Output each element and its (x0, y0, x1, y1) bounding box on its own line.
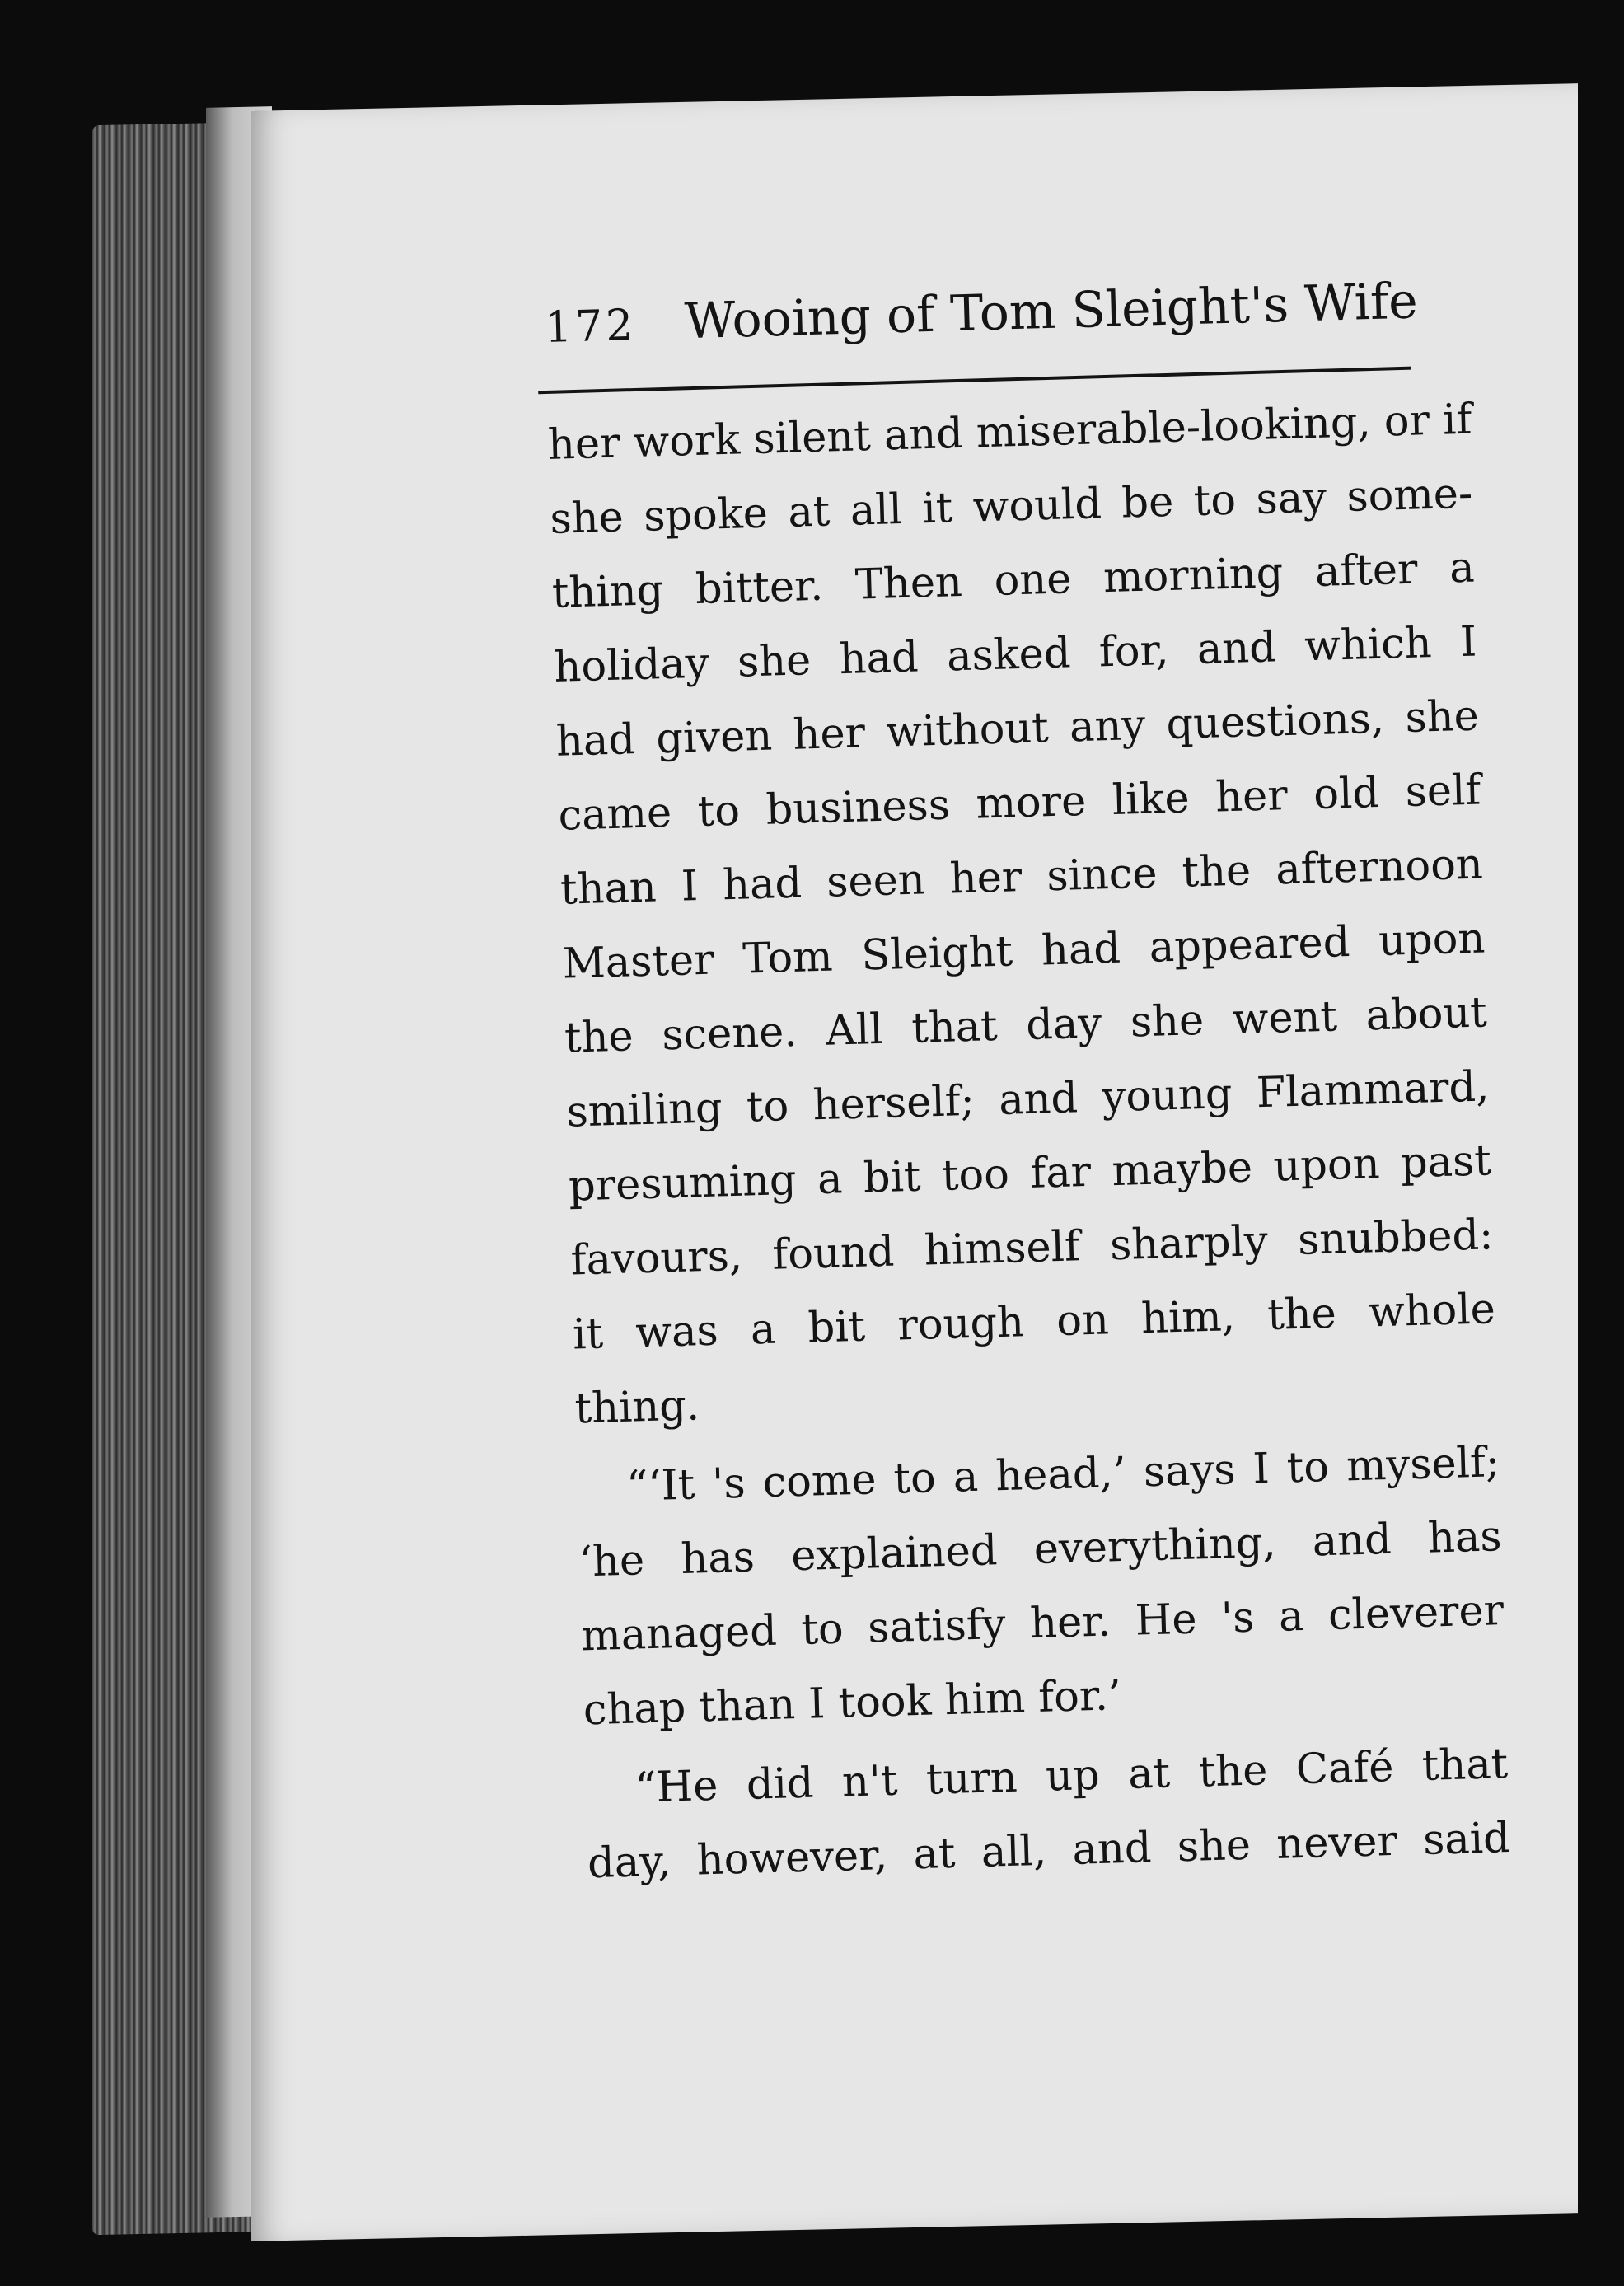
text-line: chap than I took him for.’ (583, 1671, 1122, 1736)
text-line: Master Tom Sleight had appeared upon (561, 914, 1486, 989)
text-line: “He did n't turn up at the Café that (634, 1740, 1509, 1813)
running-title: Wooing of Tom Sleight's Wife (683, 272, 1419, 351)
text-line: it was a bit rough on him, the whole (572, 1285, 1496, 1360)
text-line: day, however, at all, and she never said (587, 1813, 1511, 1889)
page-text-block (544, 271, 1511, 1902)
text-line: smiling to herself; and young Flammard, (565, 1062, 1491, 1137)
text-line: holiday she had asked for, and which I (553, 617, 1477, 692)
text-line: came to business more like her old self (557, 766, 1481, 841)
page-number: 172 (544, 300, 638, 353)
text-line: the scene. All that day she went about (564, 988, 1488, 1063)
text-line: thing bitter. Then one morning after a (551, 543, 1476, 618)
text-line: presuming a bit too far maybe upon past (568, 1136, 1492, 1211)
paragraph (547, 383, 1499, 1447)
text-line: thing. (573, 1381, 700, 1434)
paragraph (576, 1426, 1507, 1748)
text-line: her work silent and miserable-looking, or if (547, 395, 1473, 470)
text-line: favours, found himself sharply snubbed: (569, 1211, 1495, 1286)
paragraph (584, 1727, 1511, 1901)
text-line: “‘It 's come to a head,’ says I to myself; (625, 1438, 1500, 1511)
text-line: ‘he has explained everything, and has (578, 1512, 1503, 1587)
text-line: had given her without any questions, she (555, 691, 1480, 766)
text-line: she spoke at all it would be to say some- (549, 469, 1473, 544)
text-line: managed to satisfy her. He 's a cleverer (580, 1586, 1505, 1661)
text-line: than I had seen her since the afternoon (559, 840, 1484, 915)
